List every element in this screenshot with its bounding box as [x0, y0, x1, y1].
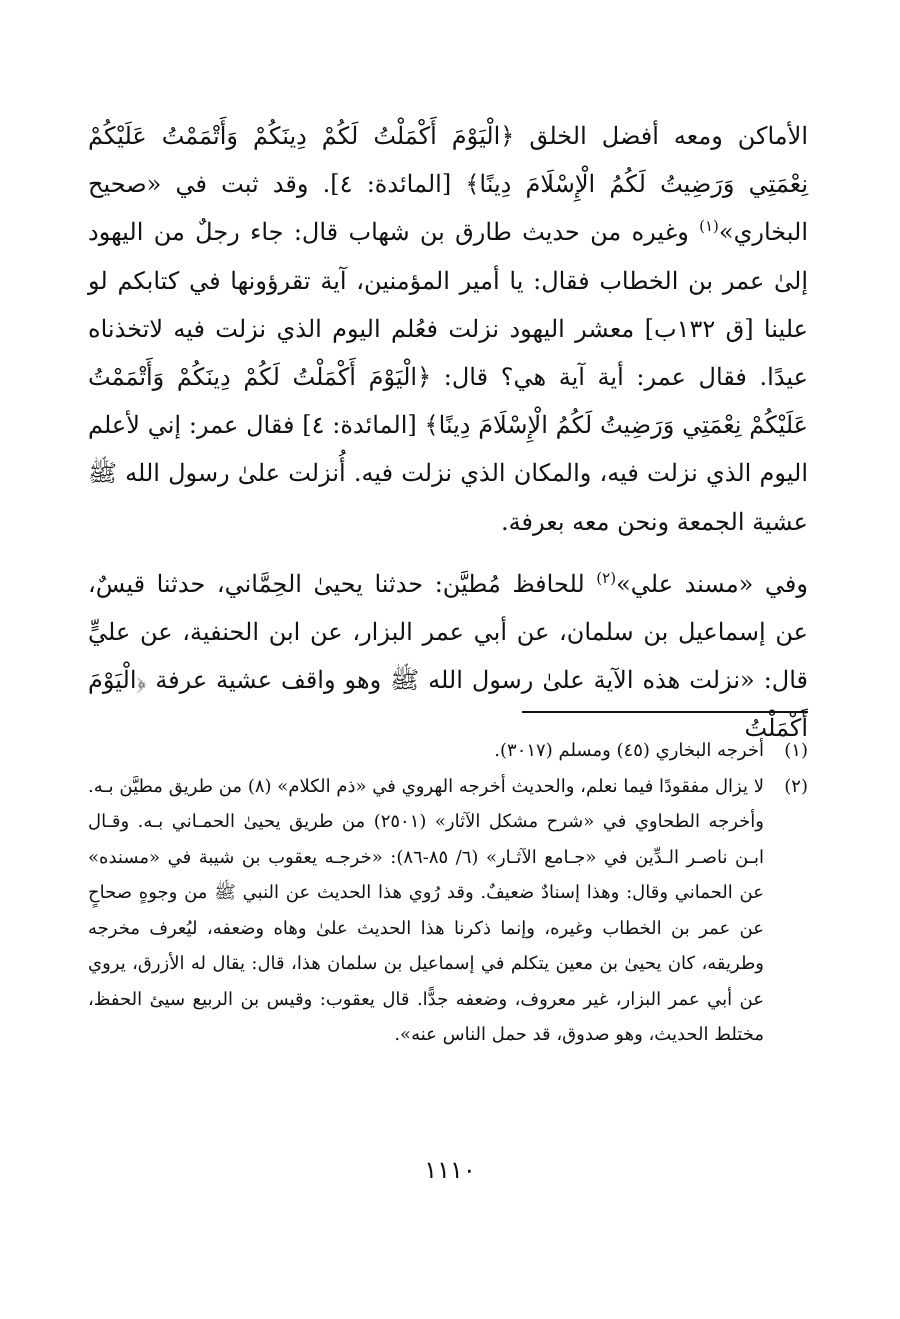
footnote-marker-1: (١) [699, 217, 719, 236]
footnotes [88, 733, 808, 1053]
footnote-number: (٢) [784, 775, 808, 797]
paragraph-1-text-end: وغيره من حديث طارق بن شهاب قال: جاء رجلٌ من اليهود إلىٰ عمر بن الخطاب فقال: يا أمير المؤمنين، آية تقرؤونها في كتابكم لو علينا [ق ١٣٢ب] معشر اليهود نزلت فعُلم اليوم الذي نزلت فيه لاتخذناه عيدًا. فقال عمر: أية آية هي؟ قال: ﴿الْيَوْمَ أَكْمَلْتُ لَكُمْ دِينَكُمْ وَأَتْمَمْتُ عَلَيْكُمْ نِعْمَتِي وَرَضِيتُ لَكُمُ الْإِسْلَامَ دِينًا﴾ [المائدة: ٤] فقال عمر: إني لأعلم اليوم الذي نزلت فيه، والمكان الذي نزلت فيه. أُنزلت علىٰ رسول الله ﷺ عشية الجمعة ونحن معه بعرفة. [88, 218, 808, 536]
footnote-text: أخرجه البخاري (٤٥) ومسلم (٣٠١٧). [494, 740, 764, 761]
footnote-divider [522, 711, 808, 713]
footnote-text: لا يزال مفقودًا فيما نعلم، والحديث أخرجه الهروي في «ذم الكلام» (٨) من طريق مطيَّن بـه. وأخرجه الطحاوي في «شرح مشكل الآثار» (٢٥٠١) من طريق يحيىٰ الحمـاني بـه. وقـال ابـن ناصـر الـدِّين في «جـامع الآثـار» (٦/ ٨٥-٨٦): «خرجـه يعقوب بن شيبة في «مسنده» عن الحماني وقال: وهذا إسنادٌ ضعيفٌ. وقد رُوي هذا الحديث عن النبي ﷺ من وجوهٍ صحاحٍ عن عمر بن الخطاب وغيره، وإنما ذكرنا هذا الحديث علىٰ وهاه وضعفه، ليُعرف مخرجه وطريقه، كان يحيىٰ بن معين يتكلم في إسماعيل بن سلمان هذا، قال: يقال له الأزرق، يروي عن أبي عمر البزار، غير معروف، وضعفه جدًّا. قال يعقوب: وقيس بن الربيع سيئ الحفظ، مختلط الحديث، وهو صدوق، قد حمل الناس عنه». [88, 775, 765, 1045]
paragraph-2-text-end: للحافظ مُطيَّن: حدثنا يحيىٰ الحِمَّاني، حدثنا قيسٌ، عن إسماعيل بن سلمان، عن أبي عمر البزار، عن ابن الحنفية، عن عليٍّ قال: «نزلت هذه الآية علىٰ رسول الله ﷺ وهو واقف عشية عرفة ﴿الْيَوْمَ أَكْمَلْتُ [88, 569, 808, 743]
paragraph-1-text-start: الأماكن ومعه أفضل الخلق ﴿الْيَوْمَ أَكْمَلْتُ لَكُمْ دِينَكُمْ وَأَتْمَمْتُ عَلَيْكُمْ نِعْمَتِي وَرَضِيتُ لَكُمُ الْإِسْلَامَ دِينًا﴾ [المائدة: ٤]. وقد ثبت في «صحيح البخاري» [88, 122, 809, 247]
footnote-1 [88, 733, 808, 769]
paragraph-1 [88, 112, 808, 546]
footnote-2 [88, 769, 808, 1053]
footnote-marker-2: (٢) [596, 568, 617, 587]
page-number: ١١١٠ [424, 1156, 476, 1184]
paragraph-2-text-start: وفي «مسند علي» [616, 569, 808, 598]
main-text [88, 112, 808, 753]
footnote-number: (١) [784, 740, 808, 761]
paragraph-2 [88, 560, 808, 753]
